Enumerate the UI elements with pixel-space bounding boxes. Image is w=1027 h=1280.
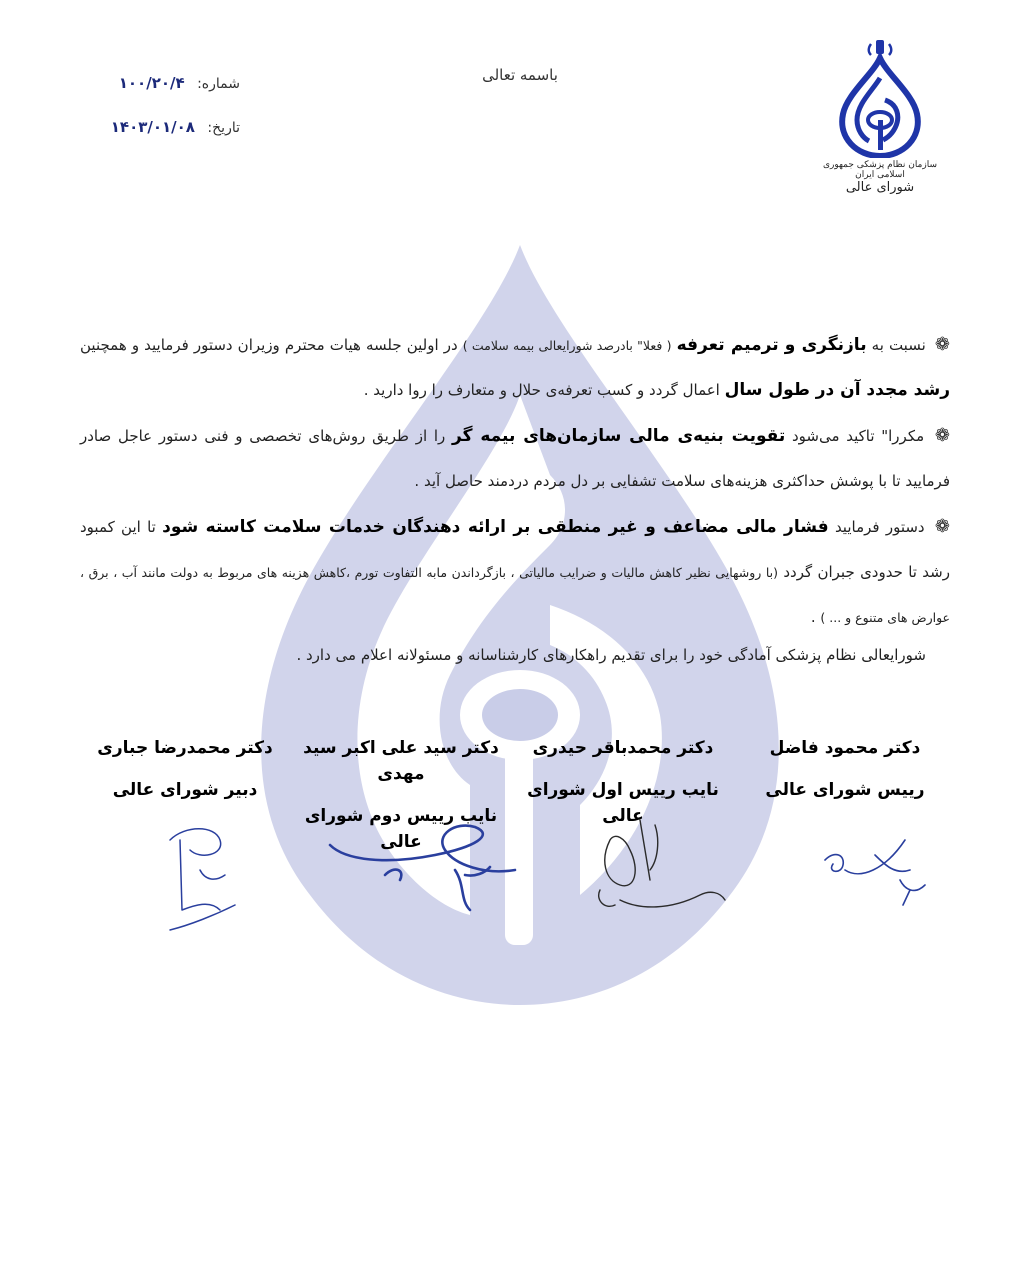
signature-2-icon [580,810,730,920]
p3-text-2: تا این کمبود رشد تا حدودی جبران گردد [80,518,950,581]
organization-logo [815,38,945,203]
signer-1 [740,735,950,803]
paragraph-4 [80,640,950,670]
paragraph-3 [80,504,950,640]
p1-bold-1: بازنگری و ترمیم تعرفه [676,335,867,355]
p1-text-4: اعمال گردد و کسب تعرفه‌ی حلال و متعارف را روا دارید . [363,381,720,399]
p1-text-3: در اولین جلسه هیات محترم وزیران دستور فرمایید و همچنین [80,336,458,354]
signer-title: نایب رییس دوم شورای عالی [304,806,498,852]
logo-org-name: سازمان نظام پزشکی جمهوری اسلامی ایران [822,160,938,180]
signer-title: نایب رییس اول شورای عالی [527,780,719,826]
letter-body [80,322,950,670]
p3-text-3: (با روشهایی نظیر کاهش مالیات و ضرایب مالیاتی ، بازگرداندن مابه التفاوت تورم ،کاهش هزینه های مربوط به دولت مانند آب ، برق ، عوارض های متنوع و ... ) [80,565,950,625]
p1-bold-2: رشد مجدد آن در طول سال [724,380,950,400]
medical-council-emblem-icon [835,38,925,158]
flower-bullet-icon: ❁ [934,516,950,537]
p3-text-4: . [810,608,816,626]
p1-text-2: ( فعلا" بادرصد شورایعالی بیمه سلامت ) [462,338,672,353]
number-label: شماره: [197,76,240,92]
p3-bold-1: فشار مالی مضاعف و غیر منطقی بر ارائه دهندگان خدمات سلامت کاسته شود [162,517,829,537]
date-label: تاریخ: [207,120,240,136]
signer-name: دکتر سید علی اکبر سید مهدی [303,738,499,784]
signer-4 [80,735,290,803]
signers-block [80,735,950,852]
signer-title: رییس شورای عالی [765,780,925,800]
signer-name: دکتر محمدرضا جباری [97,738,273,758]
signature-1-icon [815,820,935,910]
paragraph-2 [80,413,950,504]
basmala-heading: باسمه تعالی [482,66,558,84]
letter-date [90,118,240,136]
letter-number [100,74,240,92]
p3-text-1: دستور فرمایید [834,518,925,536]
signature-4-icon [160,820,250,940]
signer-name: دکتر محمود فاضل [769,738,921,758]
p2-text-1: مکررا" تاکید می‌شود [791,427,925,445]
signer-name: دکتر محمدباقر حیدری [532,738,714,758]
logo-subtitle: شورای عالی [845,180,915,195]
signature-3-icon [325,815,545,915]
p1-text-1: نسبت به [871,336,926,354]
date-value: ۱۴۰۳/۰۱/۰۸ [110,118,195,136]
p2-text-2: را از طریق روش‌های تخصصی و فنی دستور عاجل صادر فرمایید تا با پوشش حداکثری هزینه‌های سلامت تشفایی بر دل مردم دردمند حاصل آید . [80,427,950,490]
signer-title: دبیر شورای عالی [112,780,258,800]
number-value: ۱۰۰/۲۰/۴ [118,74,185,92]
flower-bullet-icon: ❁ [934,334,950,355]
flower-bullet-icon: ❁ [934,425,950,446]
p4-text: شورایعالی نظام پزشکی آمادگی خود را برای تقدیم راهکارهای کارشناسانه و مسئولانه اعلام می دارد . [296,646,926,664]
p2-bold-1: تقویت بنیه‌ی مالی سازمان‌های بیمه گر [452,426,786,446]
paragraph-1 [80,322,950,413]
